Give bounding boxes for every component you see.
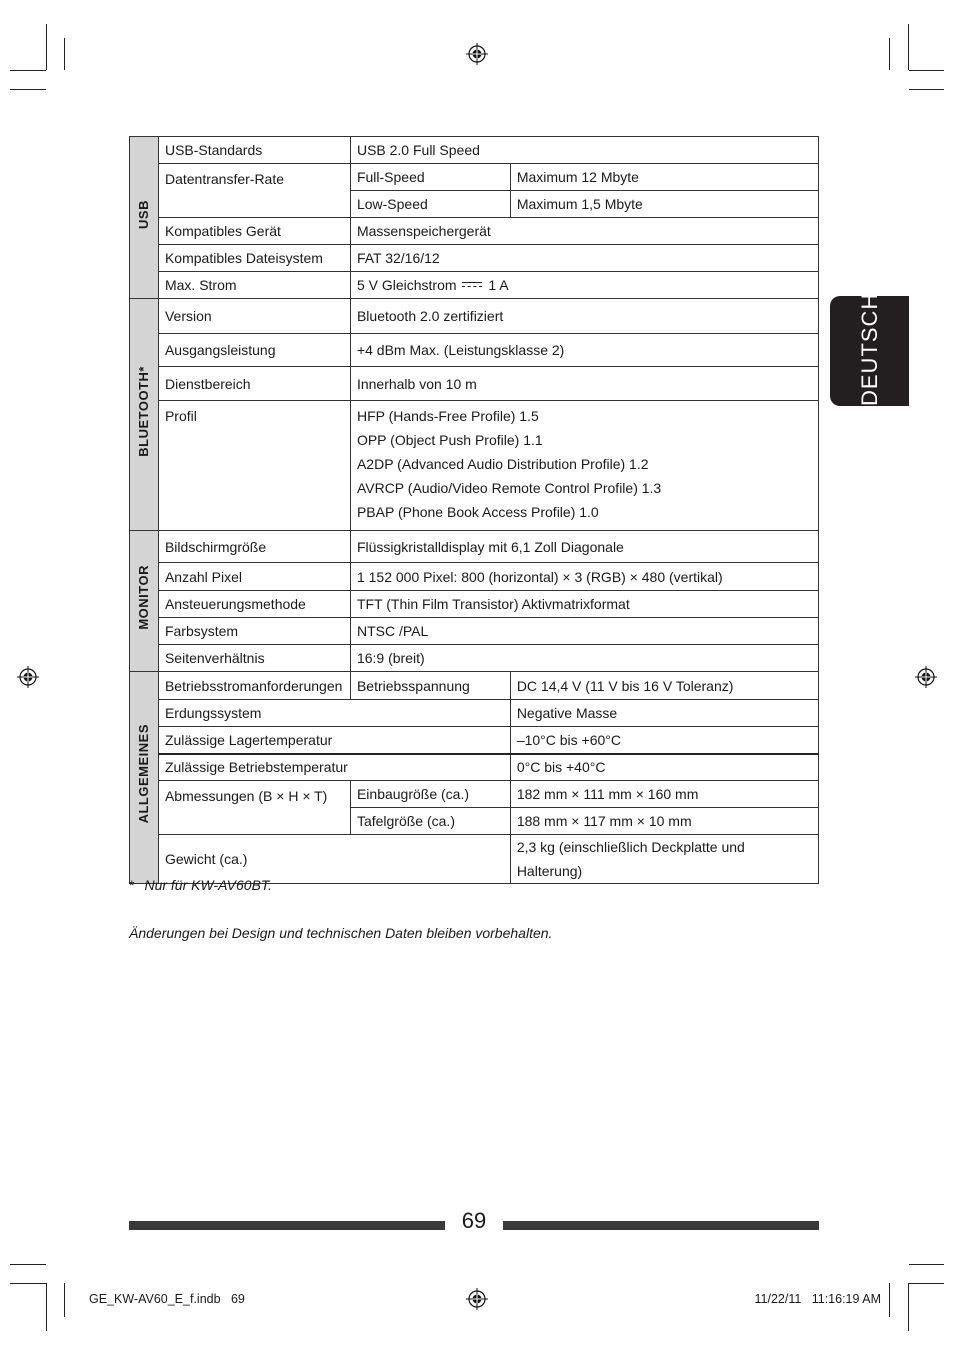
profile-item: OPP (Object Push Profile) 1.1 xyxy=(356,432,543,448)
spec-value: 182 mm × 111 mm × 160 mm xyxy=(510,781,818,808)
crop-mark xyxy=(909,1264,944,1265)
spec-value: USB 2.0 Full Speed xyxy=(350,137,818,164)
crop-mark xyxy=(10,89,46,90)
table-row xyxy=(130,618,819,645)
spec-value: 16:9 (breit) xyxy=(350,645,818,672)
spec-label: Anzahl Pixel xyxy=(158,563,350,591)
spec-value: Bluetooth 2.0 zertifiziert xyxy=(350,299,818,334)
crop-mark xyxy=(10,1283,46,1284)
footnote-marker: * xyxy=(129,877,135,893)
crop-mark xyxy=(889,1283,890,1317)
table-row xyxy=(130,218,819,245)
table-row xyxy=(130,700,819,727)
profile-item: A2DP (Advanced Audio Distribution Profile) 1.2 xyxy=(356,456,649,472)
table-row xyxy=(130,401,819,531)
spec-table xyxy=(129,136,819,884)
spec-label: Bildschirmgröße xyxy=(158,531,350,563)
spec-label: Kompatibles Dateisystem xyxy=(158,245,350,272)
spec-label: Ausgangsleistung xyxy=(158,334,350,367)
profile-item: PBAP (Phone Book Access Profile) 1.0 xyxy=(356,504,599,520)
spec-label: Gewicht (ca.) xyxy=(158,835,510,884)
spec-value: 0°C bis +40°C xyxy=(510,754,818,781)
crop-mark xyxy=(908,1283,909,1331)
spec-sublabel: Full-Speed xyxy=(350,164,510,191)
spec-label: USB-Standards xyxy=(158,137,350,164)
section-label-general: ALLGEMEINES xyxy=(130,672,159,884)
table-row xyxy=(130,531,819,563)
registration-mark-icon xyxy=(915,666,937,688)
spec-value: Flüssigkristalldisplay mit 6,1 Zoll Diagonale xyxy=(350,531,818,563)
crop-mark xyxy=(46,24,47,70)
table-row xyxy=(130,672,819,700)
spec-label: Betriebsstromanforderungen xyxy=(158,672,350,700)
spec-value: –10°C bis +60°C xyxy=(510,727,818,754)
table-row xyxy=(130,781,819,808)
registration-mark-icon xyxy=(466,1288,488,1310)
crop-mark xyxy=(10,1264,46,1265)
spec-sublabel: Low-Speed xyxy=(350,191,510,218)
spec-label: Seitenverhältnis xyxy=(158,645,350,672)
spec-value: FAT 32/16/12 xyxy=(350,245,818,272)
crop-mark xyxy=(909,70,944,71)
table-row xyxy=(130,245,819,272)
spec-label: Version xyxy=(158,299,350,334)
crop-mark xyxy=(909,89,944,90)
table-row xyxy=(130,137,819,164)
registration-mark-icon xyxy=(466,43,488,65)
disclaimer: Änderungen bei Design und technischen Daten bleiben vorbehalten. xyxy=(129,925,553,941)
table-row xyxy=(130,727,819,754)
spec-sublabel: Betriebsspannung xyxy=(350,672,510,700)
table-row xyxy=(130,367,819,401)
spec-label: Ansteuerungsmethode xyxy=(158,591,350,618)
section-label-usb: USB xyxy=(130,137,159,299)
language-tab xyxy=(830,292,909,406)
spec-label: Farbsystem xyxy=(158,618,350,645)
table-row xyxy=(130,164,819,191)
table-row xyxy=(130,645,819,672)
spec-value: Maximum 1,5 Mbyte xyxy=(510,191,818,218)
spec-sublabel: Tafelgröße (ca.) xyxy=(350,808,510,835)
footer-timestamp: 11/22/11 11:16:19 AM xyxy=(754,1292,881,1306)
crop-mark xyxy=(909,1283,944,1284)
table-row xyxy=(130,272,819,299)
page-bar-right xyxy=(503,1221,819,1230)
spec-value: 5 V Gleichstrom 1 A xyxy=(350,272,818,299)
registration-mark-icon xyxy=(17,666,39,688)
spec-value xyxy=(350,401,818,531)
language-tab-label: DEUTSCH xyxy=(857,292,882,406)
spec-value: 2,3 kg (einschließlich Deckplatte und Halterung) xyxy=(510,835,818,884)
table-row xyxy=(130,299,819,334)
spec-value: Negative Masse xyxy=(510,700,818,727)
section-label-bluetooth: BLUETOOTH* xyxy=(130,299,159,531)
spec-value: NTSC /PAL xyxy=(350,618,818,645)
spec-value: TFT (Thin Film Transistor) Aktivmatrixformat xyxy=(350,591,818,618)
spec-label: Profil xyxy=(158,401,350,531)
spec-label: Abmessungen (B × H × T) xyxy=(158,781,350,835)
section-label-monitor: MONITOR xyxy=(130,531,159,672)
spec-label: Zulässige Betriebstemperatur xyxy=(158,754,510,781)
spec-label: Erdungssystem xyxy=(158,700,510,727)
crop-mark xyxy=(889,38,890,70)
crop-mark xyxy=(64,38,65,70)
profile-item: AVRCP (Audio/Video Remote Control Profile) 1.3 xyxy=(356,480,662,496)
footer-file-info: GE_KW-AV60_E_f.indb 69 xyxy=(89,1292,245,1306)
table-row xyxy=(130,334,819,367)
crop-mark xyxy=(64,1283,65,1317)
spec-sublabel: Einbaugröße (ca.) xyxy=(350,781,510,808)
table-row xyxy=(130,591,819,618)
crop-mark xyxy=(10,70,46,71)
spec-label: Max. Strom xyxy=(158,272,350,299)
page-number: 69 xyxy=(461,1208,487,1233)
spec-value: Innerhalb von 10 m xyxy=(350,367,818,401)
spec-label: Kompatibles Gerät xyxy=(158,218,350,245)
spec-value: Maximum 12 Mbyte xyxy=(510,164,818,191)
page-bar-left xyxy=(129,1221,445,1230)
footnote-text: Nur für KW-AV60BT. xyxy=(144,877,273,893)
spec-value: 1 152 000 Pixel: 800 (horizontal) × 3 (RGB) × 480 (vertikal) xyxy=(350,563,818,591)
spec-value: +4 dBm Max. (Leistungsklasse 2) xyxy=(350,334,818,367)
spec-label: Zulässige Lagertemperatur xyxy=(158,727,510,754)
crop-mark xyxy=(908,24,909,70)
spec-label: Dienstbereich xyxy=(158,367,350,401)
profile-item: HFP (Hands-Free Profile) 1.5 xyxy=(356,408,539,424)
spec-label: Datentransfer-Rate xyxy=(158,164,350,218)
spec-value: Massenspeichergerät xyxy=(350,218,818,245)
footnote xyxy=(129,877,272,893)
spec-value: 188 mm × 117 mm × 10 mm xyxy=(510,808,818,835)
table-row xyxy=(130,754,819,781)
dc-symbol-icon xyxy=(462,282,482,291)
crop-mark xyxy=(46,1283,47,1331)
table-row xyxy=(130,563,819,591)
spec-value: DC 14,4 V (11 V bis 16 V Toleranz) xyxy=(510,672,818,700)
